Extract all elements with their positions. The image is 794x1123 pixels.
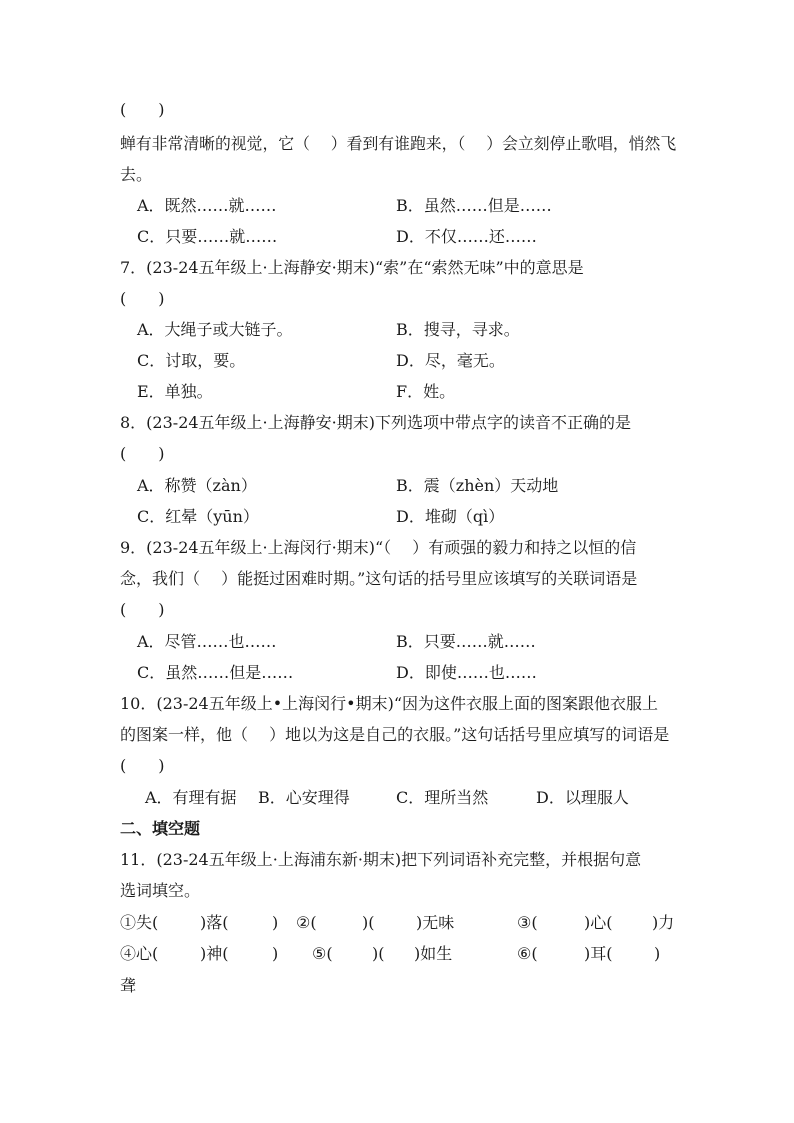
q9-option-d[interactable]: D．即使……也…… bbox=[396, 663, 537, 682]
q11-row2-seg-2: )神( bbox=[200, 944, 229, 963]
q11-row2-seg-7: ⑥( bbox=[517, 944, 538, 963]
q11-row2-seg-8: )耳( bbox=[584, 944, 613, 963]
q10-answer-paren: ( ) bbox=[120, 756, 165, 775]
q8-stem: 8．(23-24五年级上·上海静安·期末)下列选项中带点字的读音不正确的是 bbox=[120, 413, 631, 432]
q11-row2-seg-5: )( bbox=[372, 944, 385, 963]
q11-row1-seg-4: ②( bbox=[296, 913, 317, 932]
q11-row2-seg-9: ) bbox=[654, 944, 661, 963]
q10-option-c[interactable]: C．理所当然 bbox=[396, 788, 489, 807]
q7-answer-paren: ( ) bbox=[120, 289, 165, 308]
q11-row1-seg-7: ③( bbox=[517, 913, 538, 932]
q8-answer-paren: ( ) bbox=[120, 444, 165, 463]
q11-row1-seg-1: ①失( bbox=[120, 913, 159, 932]
q7-option-b[interactable]: B．搜寻，寻求。 bbox=[396, 320, 520, 339]
q6-option-a[interactable]: A．既然……就…… bbox=[137, 196, 277, 215]
q10-option-d[interactable]: D．以理服人 bbox=[536, 788, 629, 807]
q6-option-c[interactable]: C．只要……就…… bbox=[137, 227, 278, 246]
q11-row2-seg-3: ) bbox=[272, 944, 279, 963]
q10-option-a[interactable]: A．有理有据 bbox=[145, 788, 237, 807]
q11-row2-seg-1: ④心( bbox=[120, 944, 159, 963]
q9-stem-line-2: 念，我们（ ）能挺过困难时期。”这句话的括号里应该填写的关联词语是 bbox=[120, 569, 638, 588]
q11-stem-line-1: 11．(23-24五年级上·上海浦东新·期末)把下列词语补充完整，并根据句意 bbox=[120, 850, 642, 869]
q11-row1-seg-5: )( bbox=[362, 913, 375, 932]
q6-stem-line-2: 去。 bbox=[120, 165, 153, 184]
q6-answer-paren: ( ) bbox=[120, 100, 165, 119]
q7-option-f[interactable]: F．姓。 bbox=[396, 382, 456, 401]
q7-option-e[interactable]: E．单独。 bbox=[137, 382, 213, 401]
q11-row1-seg-6: )无味 bbox=[416, 913, 455, 932]
q8-option-c[interactable]: C．红晕（yūn） bbox=[137, 507, 259, 526]
section-title-fill-in: 二、填空题 bbox=[120, 819, 201, 838]
q8-option-d[interactable]: D．堆砌（qì） bbox=[396, 507, 505, 526]
q7-stem: 7．(23-24五年级上·上海静安·期末)“索”在“索然无味”中的意思是 bbox=[120, 258, 584, 277]
q7-option-a[interactable]: A．大绳子或大链子。 bbox=[137, 320, 293, 339]
q6-option-d[interactable]: D．不仅……还…… bbox=[396, 227, 537, 246]
q9-answer-paren: ( ) bbox=[120, 600, 165, 619]
q11-stem-line-2: 选词填空。 bbox=[120, 881, 201, 900]
q11-row1-seg-9: )力 bbox=[652, 913, 675, 932]
q6-option-b[interactable]: B．虽然……但是…… bbox=[396, 196, 552, 215]
q8-option-b[interactable]: B．震（zhèn）天动地 bbox=[396, 476, 559, 495]
q11-row1-seg-2: )落( bbox=[200, 913, 229, 932]
q11-fill-tail: 聋 bbox=[120, 976, 137, 995]
q9-option-c[interactable]: C．虽然……但是…… bbox=[137, 663, 294, 682]
q10-stem-line-2: 的图案一样，他（ ）地以为这是自己的衣服。”这句话括号里应填写的词语是 bbox=[120, 725, 670, 744]
q7-option-d[interactable]: D．尽，毫无。 bbox=[396, 351, 505, 370]
q9-stem-line-1: 9．(23-24五年级上·上海闵行·期末)“（ ）有顽强的毅力和持之以恒的信 bbox=[120, 538, 637, 557]
q10-option-b[interactable]: B．心安理得 bbox=[258, 788, 350, 807]
q10-stem-line-1: 10．(23-24五年级上•上海闵行•期末)“因为这件衣服上面的图案跟他衣服上 bbox=[120, 694, 659, 713]
q9-option-b[interactable]: B．只要……就…… bbox=[396, 632, 536, 651]
q6-stem-line-1: 蝉有非常清晰的视觉，它（ ）看到有谁跑来，（ ）会立刻停止歌唱，悄然飞 bbox=[120, 134, 677, 153]
q9-option-a[interactable]: A．尽管……也…… bbox=[137, 632, 277, 651]
q11-row2-seg-4: ⑤( bbox=[312, 944, 333, 963]
q7-option-c[interactable]: C．讨取，要。 bbox=[137, 351, 246, 370]
q8-option-a[interactable]: A．称赞（zàn） bbox=[137, 476, 257, 495]
q11-row1-seg-8: )心( bbox=[584, 913, 613, 932]
q11-row1-seg-3: ) bbox=[272, 913, 279, 932]
q11-row2-seg-6: )如生 bbox=[414, 944, 453, 963]
